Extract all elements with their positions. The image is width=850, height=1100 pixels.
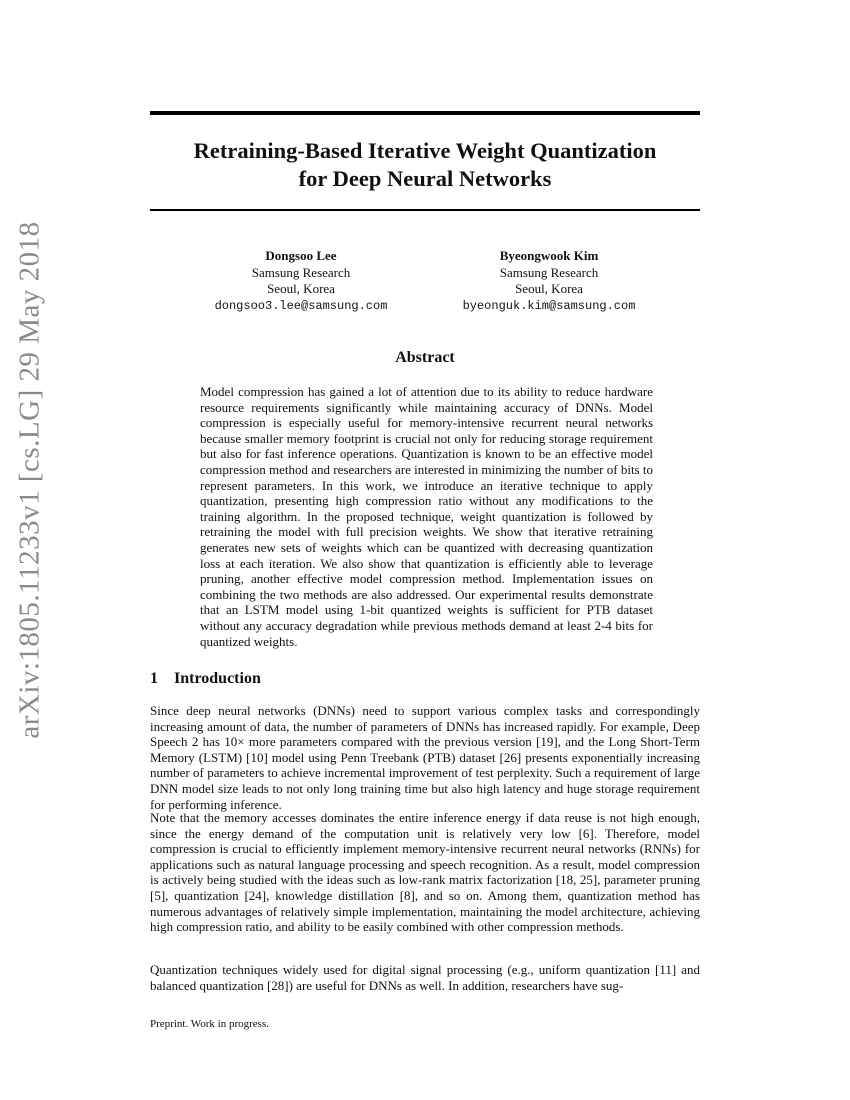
author-email: byeonguk.kim@samsung.com: [462, 298, 636, 313]
paper-title: [150, 137, 700, 193]
title-line-2: for Deep Neural Networks: [298, 166, 552, 191]
author-affiliation: Samsung Research: [251, 264, 351, 280]
title-line-1: Retraining-Based Iterative Weight Quantization: [193, 138, 657, 163]
title-bottom-rule: [150, 209, 700, 211]
author-name: Dongsoo Lee: [265, 248, 337, 263]
author-location: Seoul, Korea: [267, 281, 335, 296]
author-block-1: [171, 248, 431, 314]
abstract-heading: Abstract: [395, 349, 455, 366]
body-paragraph-1: Since deep neural networks (DNNs) need to support various complex tasks and correspondingly increasing amount of data, the number of parameters of DNNs has increased rapidly. For example, Deep Speech 2 has 10× more parameters compared with the previous version [19], and the Long Short-Term Memory (LSTM) [10] model using Penn Treebank (PTB) dataset [26] presents exponentially increasing number of parameters to achieve incremental improvement of test perplexity. Such a requirement of large DNN model size leads to not only long training time but also high latency and huge storage requirement for performing inference.: [150, 703, 700, 812]
author-email: dongsoo3.lee@samsung.com: [214, 298, 388, 313]
abstract-text: Model compression has gained a lot of attention due to its ability to reduce hardware resource requirements significantly while maintaining accuracy of DNNs. Model compression is especially useful for memory-intensive recurrent neural networks because smaller memory footprint is crucial not only for reducing storage requirement but also for fast inference operations. Quantization is known to be an effective model compression method and researchers are interested in minimizing the number of bits to represent parameters. In this work, we introduce an iterative technique to apply quantization, presenting high compression ratio without any modifications to the training algorithm. In the proposed technique, weight quantization is followed by retraining the model with full precision weights. We show that iterative retraining generates new sets of weights which can be quantized with decreasing quantization loss at each iteration. We also show that quantization is efficiently able to leverage pruning, another effective model compression method. Implementation issues on combining the two methods are also addressed. Our experimental results demonstrate that an LSTM model using 1-bit quantized weights is sufficient for PTB dataset without any accuracy degradation while previous methods demand at least 2-4 bits for quantized weights.: [200, 384, 653, 649]
body-paragraph-2: Note that the memory accesses dominates the entire inference energy if data reuse is not high enough, since the energy demand of the computation unit is relatively very low [6]. Therefore, model compression is crucial to efficiently implement memory-intensive recurrent neural networks (RNNs) for applications such as natural language processing and speech recognition. As a result, model compression is actively being studied with the ideas such as low-rank matrix factorization [18, 25], parameter pruning [5], quantization [24], knowledge distillation [8], and so on. Among them, quantization method has numerous advantages of relatively simple implementation, maintaining the model architecture, achieving high compression ratio, and ability to be easily combined with other compression methods.: [150, 810, 700, 935]
author-location: Seoul, Korea: [515, 281, 583, 296]
author-affiliation: Samsung Research: [499, 264, 599, 280]
section-number: 1: [150, 670, 158, 687]
author-block-2: [419, 248, 679, 314]
preprint-footnote: Preprint. Work in progress.: [150, 1018, 269, 1030]
section-heading: [150, 670, 261, 688]
title-top-rule: [150, 111, 700, 115]
body-paragraph-3: Quantization techniques widely used for digital signal processing (e.g., uniform quantization [11] and balanced quantization [28]) are useful for DNNs as well. In addition, researchers have sug-: [150, 962, 700, 993]
section-title: Introduction: [174, 670, 261, 687]
arxiv-identifier-stamp: arXiv:1805.11233v1 [cs.LG] 29 May 2018: [13, 221, 46, 739]
author-name: Byeongwook Kim: [499, 248, 599, 263]
